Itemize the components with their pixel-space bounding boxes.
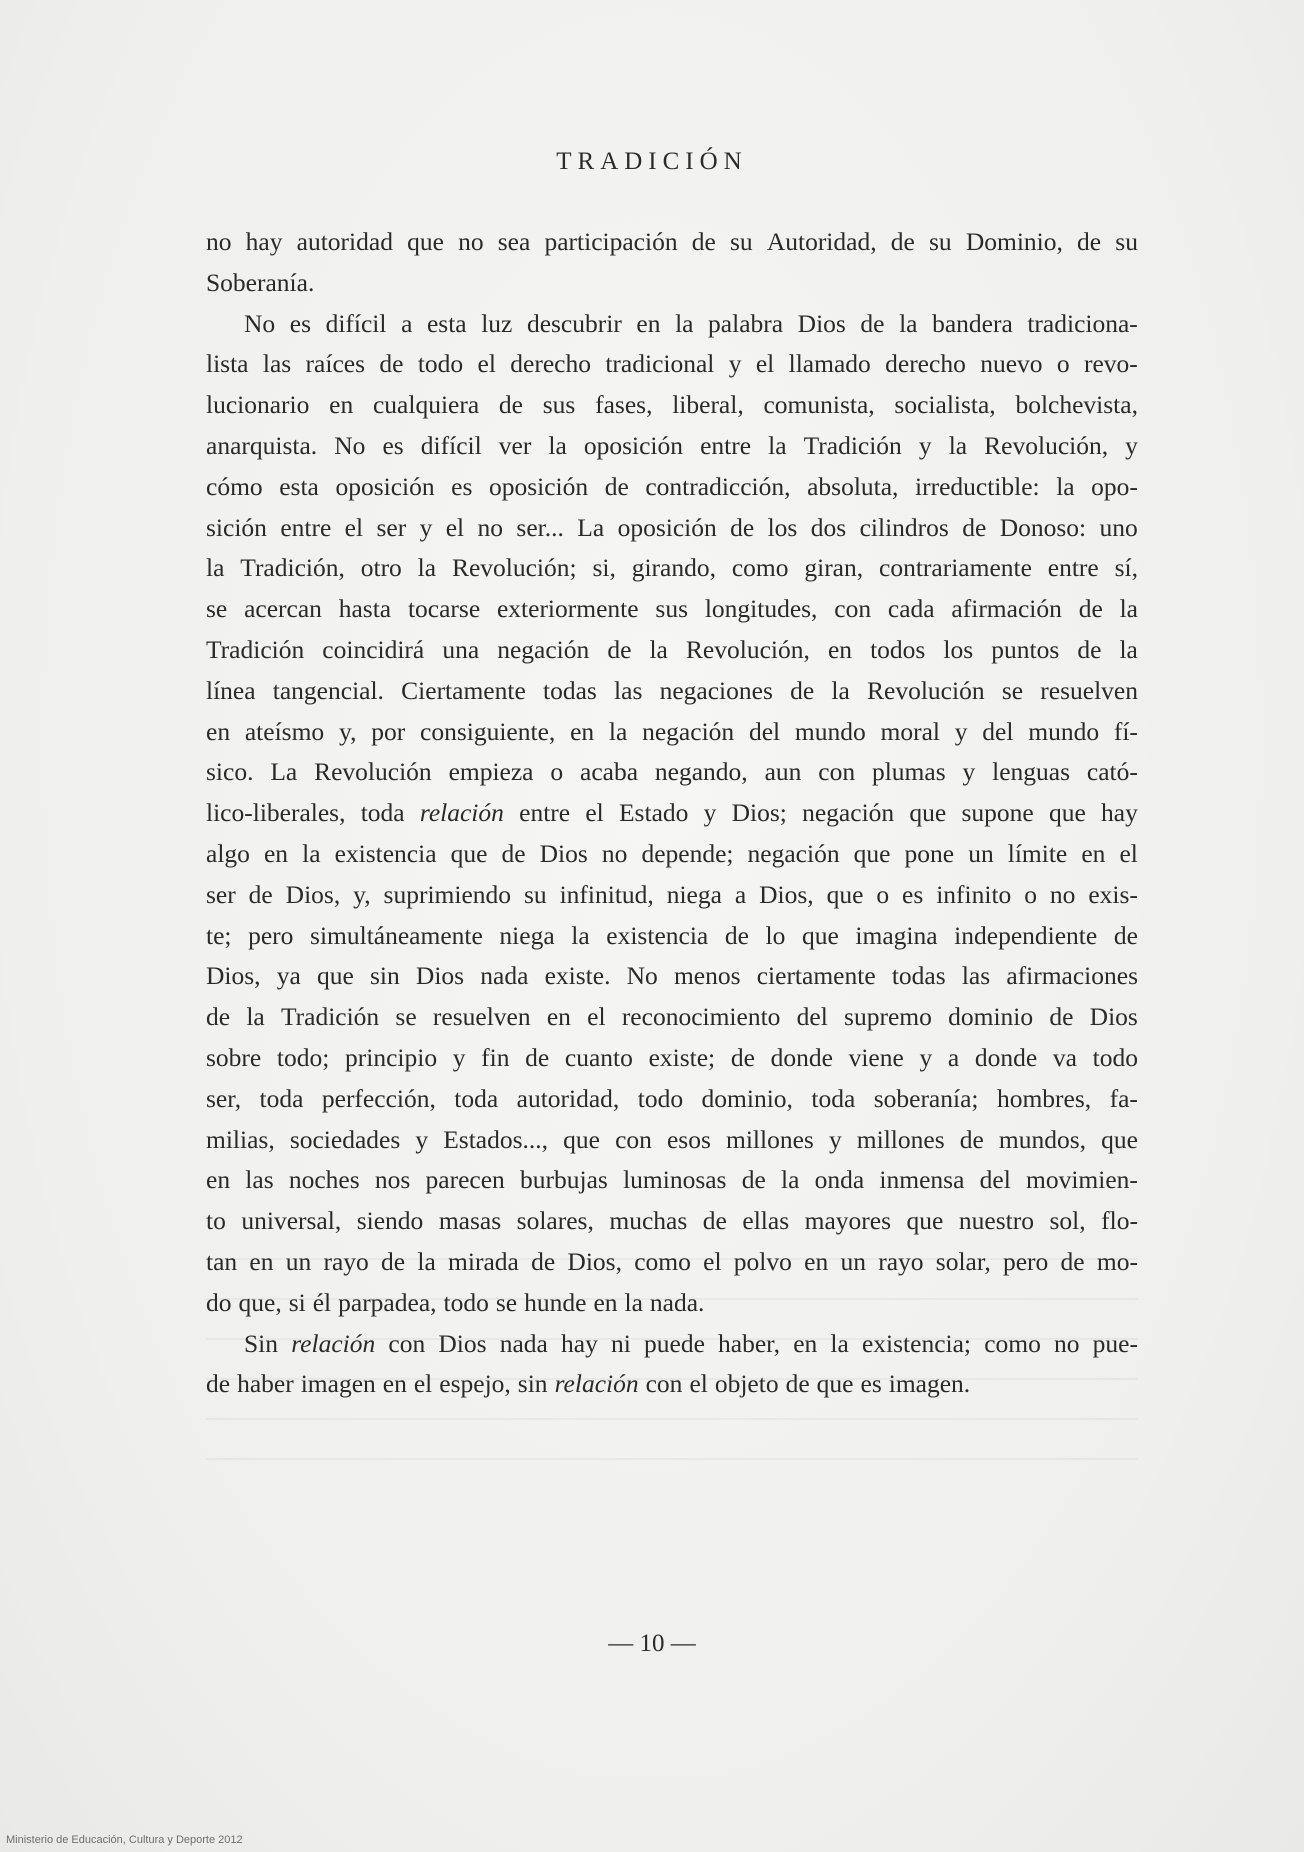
text-line: no hay autoridad que no sea participación de su Autoridad, de su Dominio, de su: [206, 227, 1138, 256]
text-line: No es difícil a esta luz descubrir en la palabra Dios de la bandera tradiciona-: [244, 308, 1138, 338]
body-text: [206, 222, 1138, 1405]
text-line: Dios, ya que sin Dios nada existe. No menos ciertamente todas las afirmaciones: [206, 961, 1138, 991]
text-line: Soberanía.: [206, 267, 315, 297]
text-line: ser, toda perfección, toda autoridad, todo dominio, toda soberanía; hombres, fa-: [206, 1083, 1138, 1113]
text-line: sico. La Revolución empieza o acaba negando, aun con plumas y lenguas cató-: [206, 757, 1138, 787]
text-line: sobre todo; principio y fin de cuanto existe; de donde viene y a donde va todo: [206, 1042, 1138, 1072]
paragraph: [206, 1324, 1138, 1406]
bleed-through-line: [206, 1298, 1138, 1300]
text-line: to universal, siendo masas solares, muchas de ellas mayores que nuestro sol, flo-: [206, 1206, 1138, 1236]
text-line: lico-liberales, toda relación entre el Estado y Dios; negación que supone que hay: [206, 798, 1138, 828]
bleed-through-line: [206, 1378, 1138, 1380]
text-line: línea tangencial. Ciertamente todas las negaciones de la Revolución se resuelven: [206, 675, 1138, 705]
text-line: ser de Dios, y, suprimiendo su infinitud, niega a Dios, que o es infinito o no exis-: [206, 879, 1138, 909]
text-line: en las noches nos parecen burbujas luminosas de la onda inmensa del movimien-: [206, 1165, 1138, 1195]
bleed-through-line: [206, 1338, 1138, 1340]
paragraph: [206, 304, 1138, 1324]
text-line: Sin relación con Dios nada hay ni puede haber, en la existencia; como no pue-: [244, 1328, 1138, 1358]
text-line: sición entre el ser y el no ser... La oposición de los dos cilindros de Donoso: uno: [206, 512, 1138, 542]
text-line: do que, si él parpadea, todo se hunde en la nada.: [206, 1287, 705, 1317]
text-line: Tradición coincidirá una negación de la Revolución, en todos los puntos de la: [206, 634, 1138, 664]
text-line: de la Tradición se resuelven en el reconocimiento del supremo dominio de Dios: [206, 1002, 1138, 1032]
text-line: de haber imagen en el espejo, sin relación con el objeto de que es imagen.: [206, 1369, 971, 1399]
text-line: lista las raíces de todo el derecho tradicional y el llamado derecho nuevo o revo-: [206, 349, 1138, 379]
text-line: la Tradición, otro la Revolución; si, girando, como giran, contrariamente entre sí,: [206, 553, 1138, 583]
text-line: en ateísmo y, por consiguiente, en la negación del mundo moral y del mundo fí-: [206, 716, 1138, 746]
text-line: tan en un rayo de la mirada de Dios, como el polvo en un rayo solar, pero de mo-: [206, 1246, 1138, 1276]
text-line: algo en la existencia que de Dios no depende; negación que pone un límite en el: [206, 838, 1138, 868]
text-line: se acercan hasta tocarse exteriormente sus longitudes, con cada afirmación de la: [206, 594, 1138, 624]
text-line: anarquista. No es difícil ver la oposición entre la Tradición y la Revolución, y: [206, 430, 1138, 460]
page-number: — 10 —: [608, 1630, 696, 1657]
running-head: TRADICIÓN: [556, 148, 748, 175]
bleed-through-line: [206, 1458, 1138, 1460]
footer-credit: Ministerio de Educación, Cultura y Deporte 2012: [6, 1834, 243, 1846]
text-line: te; pero simultáneamente niega la existencia de lo que imagina independiente de: [206, 920, 1138, 950]
text-line: lucionario en cualquiera de sus fases, liberal, comunista, socialista, bolchevista,: [206, 390, 1138, 420]
bleed-through-line: [206, 1418, 1138, 1420]
bleed-through-line: [206, 1258, 1138, 1260]
text-line: milias, sociedades y Estados..., que con esos millones y millones de mundos, que: [206, 1124, 1138, 1154]
paragraph: [206, 222, 1138, 304]
text-line: cómo esta oposición es oposición de contradicción, absoluta, irreductible: la opo-: [206, 471, 1138, 501]
